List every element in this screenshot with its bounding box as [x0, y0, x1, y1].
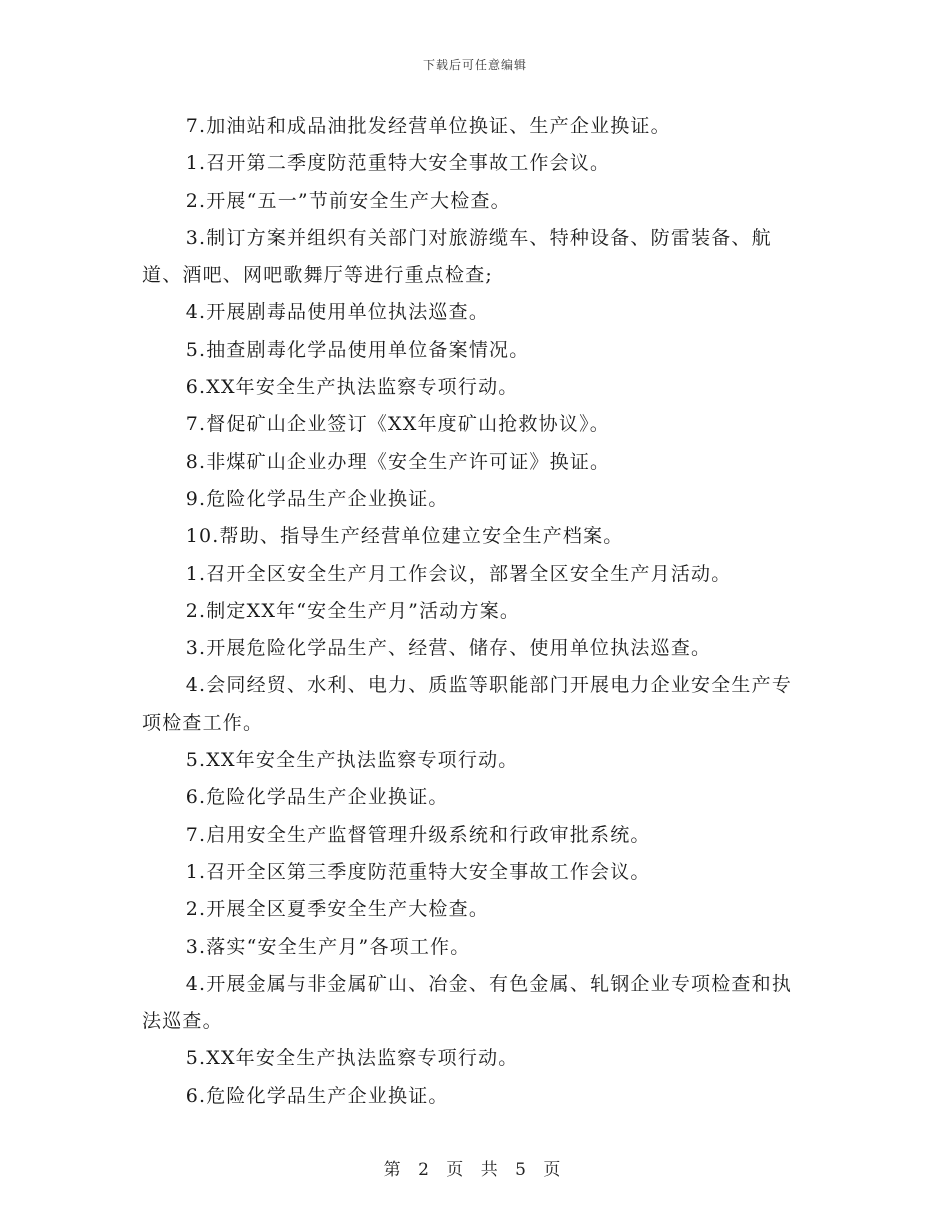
- paragraph: 9.危险化学品生产企业换证。: [185, 487, 449, 510]
- paragraph: 6.XX年安全生产执法监察专项行动。: [185, 376, 519, 399]
- paragraph: 3.落实“安全生产月”各项工作。: [185, 935, 471, 958]
- paragraph: 1.召开全区第三季度防范重特大安全事故工作会议。: [185, 860, 651, 883]
- paragraph: 3.开展危险化学品生产、经营、储存、使用单位执法巡查。: [185, 637, 712, 660]
- paragraph: 7.启用安全生产监督管理升级系统和行政审批系统。: [185, 823, 651, 846]
- paragraph: 6.危险化学品生产企业换证。: [185, 786, 449, 809]
- paragraph: 3.制订方案并组织有关部门对旅游缆车、特种设备、防雷装备、航道、酒吧、网吧歌舞厅等进行重点检查;: [142, 226, 772, 287]
- paragraph: 4.开展剧毒品使用单位执法巡查。: [185, 301, 490, 324]
- paragraph: 1.召开第二季度防范重特大安全事故工作会议。: [185, 152, 611, 175]
- paragraph: 8.非煤矿山企业办理《安全生产许可证》换证。: [185, 450, 611, 473]
- paragraph: 10.帮助、指导生产经营单位建立安全生产档案。: [185, 525, 624, 548]
- paragraph: 2.开展全区夏季安全生产大检查。: [185, 898, 490, 921]
- paragraph: 2.制定XX年“安全生产月”活动方案。: [185, 599, 521, 622]
- paragraph: 5.XX年安全生产执法监察专项行动。: [185, 1047, 519, 1070]
- paragraph: 7.督促矿山企业签订《XX年度矿山抢救协议》。: [185, 413, 610, 436]
- paragraph: 5.XX年安全生产执法监察专项行动。: [185, 749, 519, 772]
- paragraph: 1.召开全区安全生产月工作会议，部署全区安全生产月活动。: [185, 562, 732, 585]
- paragraph: 2.开展“五一”节前安全生产大检查。: [185, 189, 511, 212]
- paragraph: 4.开展金属与非金属矿山、冶金、有色金属、轧钢企业专项检查和执法巡查。: [142, 972, 793, 1033]
- paragraph: 7.加油站和成品油批发经营单位换证、生产企业换证。: [185, 115, 671, 137]
- document-body: [142, 108, 802, 1115]
- paragraph: 5.抽查剧毒化学品使用单位备案情况。: [185, 338, 530, 361]
- page-header: 下载后可任意编辑: [422, 58, 527, 72]
- page-number: 第 2 页 共 5 页: [383, 1160, 567, 1180]
- paragraph: 4.会同经贸、水利、电力、质监等职能部门开展电力企业安全生产专项检查工作。: [142, 674, 793, 734]
- paragraph: 6.危险化学品生产企业换证。: [185, 1084, 449, 1107]
